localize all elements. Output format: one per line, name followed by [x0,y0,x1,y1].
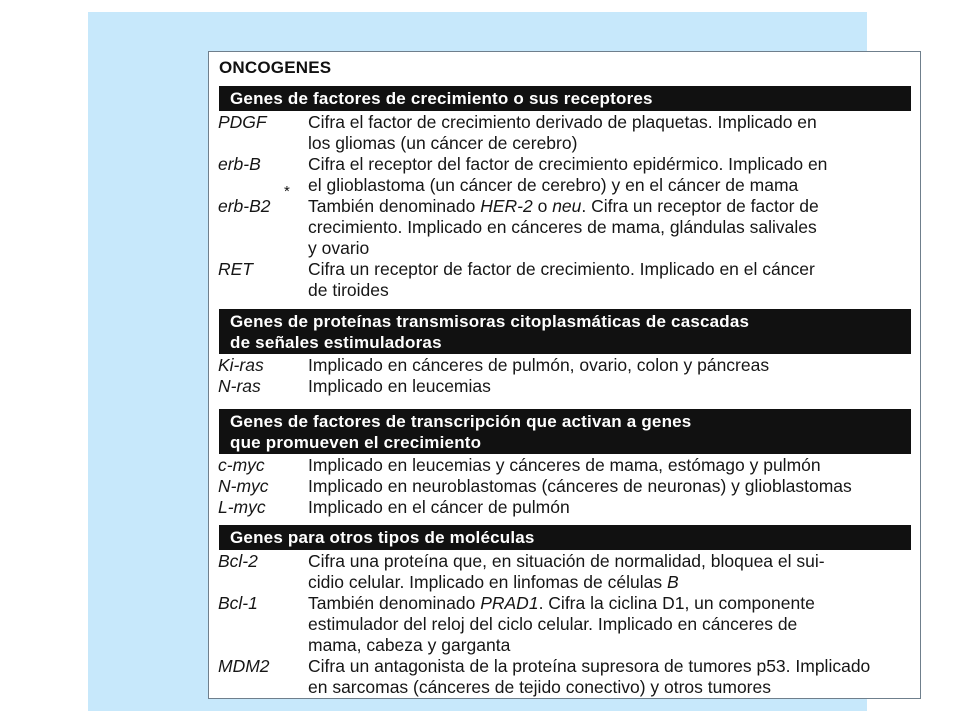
gene-row [209,154,921,196]
description-line: También denominado HER-2 o neu. Cifra un receptor de factor de [308,196,819,216]
gene-name: N-myc [218,476,269,496]
gene-description [308,355,914,376]
gene-list [209,455,921,518]
gene-name: L-myc [218,497,266,517]
slide-background [88,12,871,711]
gene-row [209,112,921,154]
description-line: cidio celular. Implicado en linfomas de células B [308,572,679,592]
description-line: Implicado en cánceres de pulmón, ovario, colon y páncreas [308,355,770,375]
gene-name: MDM2 [218,656,270,676]
description-line: de tiroides [308,280,389,300]
description-line: y ovario [308,238,370,258]
description-line: Implicado en leucemias [308,376,491,396]
gene-description [308,656,914,698]
asterisk-mark: * [284,183,290,200]
gene-name: RET [218,259,253,279]
description-line: crecimiento. Implicado en cánceres de mama, glándulas salivales [308,217,817,237]
gene-row [209,476,921,497]
italic-term: B [666,572,679,592]
gene-description [308,196,914,259]
gene-description [308,593,914,656]
description-line: Cifra una proteína que, en situación de normalidad, bloquea el sui- [308,551,825,571]
gene-description [308,497,914,518]
description-line: Cifra un receptor de factor de crecimiento. Implicado en el cáncer [308,259,815,279]
gene-row [209,656,921,698]
gene-name: Bcl-1 [218,593,258,613]
description-line: mama, cabeza y garganta [308,635,511,655]
section-header: Genes de factores de crecimiento o sus receptores [219,86,911,111]
italic-term: PRAD1 [480,593,539,613]
description-line: Implicado en neuroblastomas (cánceres de neuronas) y glioblastomas [308,476,852,496]
gene-name: N-ras [218,376,261,396]
section-header: Genes de factores de transcripción que activan a genes que promueven el crecimiento [219,409,911,454]
description-line: Cifra un antagonista de la proteína supresora de tumores p53. Implicado [308,656,871,676]
gene-list [209,112,921,301]
gene-description [308,455,914,476]
gene-name: Bcl-2 [218,551,258,571]
description-line: Cifra el factor de crecimiento derivado de plaquetas. Implicado en [308,112,817,132]
gene-row [209,376,921,397]
gene-name: c-myc [218,455,265,475]
description-line: Cifra el receptor del factor de crecimiento epidérmico. Implicado en [308,154,828,174]
description-line: También denominado PRAD1. Cifra la ciclina D1, un componente [308,593,815,613]
description-line: Implicado en el cáncer de pulmón [308,497,570,517]
gene-name: PDGF [218,112,267,132]
description-line: en sarcomas (cánceres de tejido conectivo) y otros tumores [308,677,771,697]
description-line: Implicado en leucemias y cánceres de mama, estómago y pulmón [308,455,821,475]
section-header: Genes de proteínas transmisoras citoplasmáticas de cascadas de señales estimuladoras [219,309,911,354]
oncogenes-table [208,51,921,699]
gene-list [209,355,921,397]
gene-description [308,476,914,497]
gene-description [308,112,914,154]
gene-list [209,551,921,698]
gene-description [308,154,914,196]
gene-description [308,376,914,397]
gene-name: erb-B2 [218,196,271,216]
description-line: los gliomas (un cáncer de cerebro) [308,133,578,153]
gene-name: erb-B [218,154,261,174]
description-line: el glioblastoma (un cáncer de cerebro) y en el cáncer de mama [308,175,799,195]
italic-term: neu [552,196,582,216]
gene-row [209,593,921,656]
page-title: ONCOGENES [219,58,332,77]
gene-row [209,259,921,301]
gene-row [209,497,921,518]
section-header: Genes para otros tipos de moléculas [219,525,911,550]
italic-term: HER-2 [480,196,533,216]
gene-description [308,259,914,301]
gene-row [209,455,921,476]
gene-name: Ki-ras [218,355,264,375]
gene-row [209,551,921,593]
gene-row [209,355,921,376]
gene-row [209,196,921,259]
description-line: estimulador del reloj del ciclo celular. Implicado en cánceres de [308,614,798,634]
gene-description [308,551,914,593]
